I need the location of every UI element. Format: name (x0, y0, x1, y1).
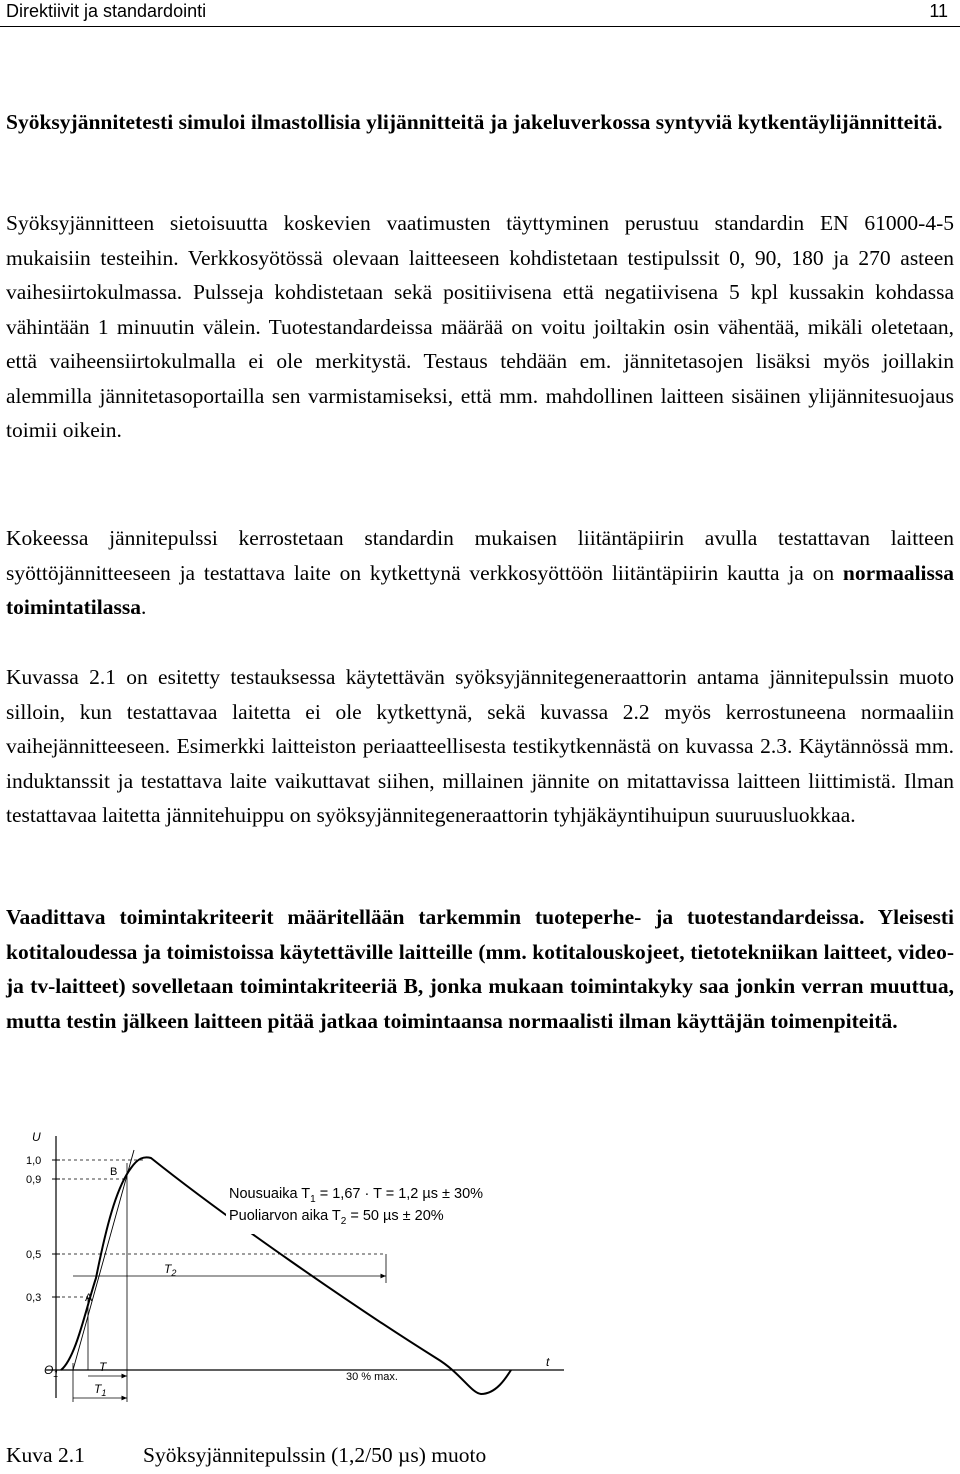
paragraph-criteria-text: Vaadittava toimintakriteerit määritellään tarkemmin tuoteperhe- ja tuotestandardeissa. Yleisesti kotitaloudessa ja toimistoissa käytettäville laitteille (mm. kotitalouskojeet, tietotekniikan laitteet, video- ja tv-laitteet) sovelletaan toimintakriteeriä B, jonka mukaan toimintakyky saa jonkin verran muuttua, mutta testin jälkeen laitteen pitää jatkaa toimintaansa normaalisti ilman käyttäjän toimenpiteitä. (6, 905, 954, 1033)
tick-label-0-9: 0,9 (26, 1174, 42, 1186)
tick-label-0-3: 0,3 (26, 1292, 42, 1304)
tick-label-1-0: 1,0 (26, 1155, 42, 1167)
paragraph-standard (6, 206, 954, 448)
caption-number: Kuva 2.1 (6, 1443, 85, 1467)
paragraph-standard-text: Syöksyjännitteen sietoisuutta koskevien vaatimusten täyttyminen perustuu standardin EN 61000-4-5 mukaisiin testeihin. Verkkosyötössä olevaan laitteeseen kohdistetaan testipulssit 0, 90, 180 ja 270 asteen vaihesiirtokulmassa. Pulsseja kohdistetaan sekä positiivisena että negatiivisena 5 kpl kussakin kohdassa vähintään 1 minuutin välein. Tuotestandardeissa määrää on voitu joiltakin osin vähentää, mikäli oletetaan, että vaiheensiirtokulmalla ei ole merkitystä. Testaus tehdään em. jännitetasojen lisäksi myös joillakin alemmilla jännitetasoportailla sen varmistamiseksi, että mm. mahdollinen laitteen sisäinen ylijännitesuojaus toimii oikein. (6, 211, 954, 442)
t-label: T (99, 1360, 107, 1374)
figure-caption (6, 1443, 946, 1468)
x-axis-label: t (546, 1355, 550, 1369)
paragraph-intro (6, 105, 954, 140)
point-a-label: A (85, 1292, 93, 1304)
caption-text: Syöksyjännitepulssin (1,2/50 µs) muoto (143, 1443, 487, 1467)
max-note: 30 % max. (346, 1371, 398, 1383)
tick-label-0-5: 0,5 (26, 1249, 42, 1261)
paragraph-test-setup (6, 521, 954, 625)
paragraph-test-setup-bold: normaalissa toimintatilassa (6, 560, 954, 619)
info-half-time: Puoliarvon aika $T_2 = 50$ µs ± 20% (229, 1208, 444, 1227)
paragraph-test-setup-end: . (140, 595, 147, 619)
header-title: Direktiivit ja standardointi (6, 1, 207, 21)
paragraph-figure-description-text: Kuvassa 2.1 on esitetty testauksessa käytettävän syöksyjännitegeneraattorin antama jännitepulssin muoto silloin, kun testattavaa laitetta ei ole kytkettynä, sekä kuvassa 2.2 myös kerrostuneena normaaliin vaihejännitteeseen. Esimerkki laitteiston periaatteellisesta testikytkennästä on kuvassa 2.3. Käytännössä mm. induktanssit ja testattava laite vaikuttavat siihen, millainen jännite on mitattavissa laitteen liittimistä. Ilman testattavaa laitetta jännitehuippu on syöksyjännitegeneraattorin tyhjäkäyntihuipun suuruusluokkaa. (6, 665, 954, 827)
page-number: 11 (929, 1, 948, 21)
paragraph-test-setup-text: Kokeessa jännitepulssi kerrostetaan standardin mukaisen liitäntäpiirin avulla testattavan laitteen syöttöjännitteeseen ja testattava laite on kytkettynä verkkosyöttöön liitäntäpiirin kautta ja on (6, 526, 954, 585)
t2-label: $T_2$ (164, 1262, 177, 1278)
paragraph-figure-description (6, 660, 954, 833)
surge-waveform-figure (6, 1108, 580, 1426)
origin-label: $O_1$ (44, 1363, 59, 1379)
t1-label: $T_1$ (94, 1382, 107, 1398)
info-rise-time: Nousuaika $T_1 = 1,67 \cdot T = 1,2$ µs ± 30% (229, 1186, 484, 1205)
paragraph-criteria (6, 900, 954, 1038)
info-box (226, 1176, 526, 1234)
paragraph-intro-text: Syöksyjännitetesti simuloi ilmastollisia ylijännitteitä ja jakeluverkossa syntyviä kytkentäylijännitteitä. (6, 110, 943, 134)
y-axis-label: U (32, 1130, 41, 1144)
page-header (0, 0, 960, 27)
front-line (73, 1150, 134, 1370)
point-b-label: B (110, 1166, 118, 1178)
waveform-diagram (6, 1108, 580, 1426)
